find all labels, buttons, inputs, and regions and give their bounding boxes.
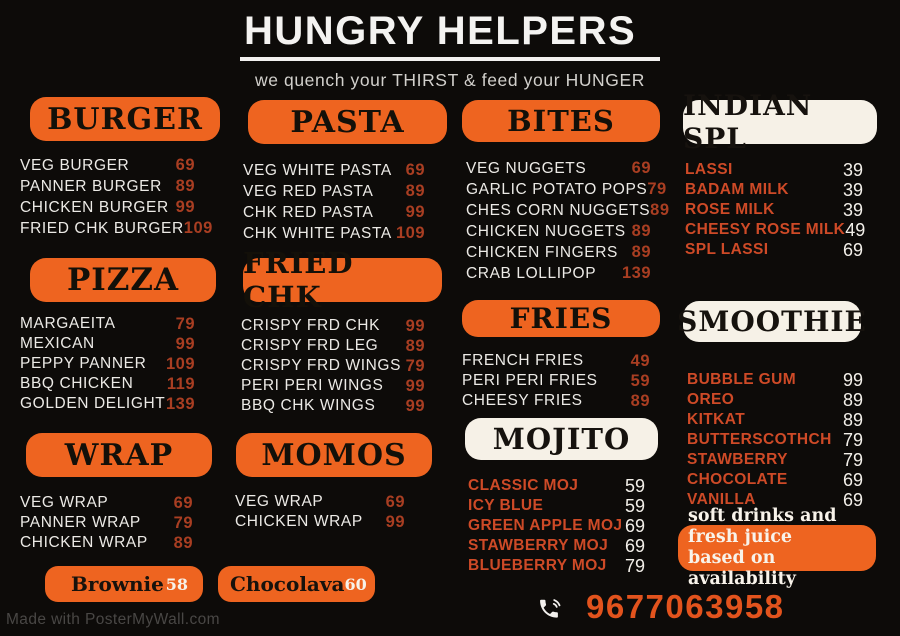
menu-item [20, 314, 195, 334]
menu-item [468, 556, 645, 576]
menu-item [687, 410, 863, 430]
fried-chk-header: FRIED CHK [243, 258, 442, 302]
poster-title: HUNGRY HELPERS [244, 9, 637, 53]
menu-item-price: 49 [845, 219, 866, 240]
menu-item [241, 316, 425, 336]
menu-item-price: 89 [175, 177, 195, 195]
menu-item [685, 160, 863, 180]
fried-chk-items [235, 316, 455, 416]
menu-item [685, 240, 863, 260]
menu-item-price: 89 [631, 222, 651, 240]
section-fried-chk [235, 246, 455, 416]
menu-item [468, 496, 645, 516]
section-momos [235, 433, 455, 532]
smoothie-header: SMOOTHIE [683, 301, 861, 342]
fries-items [460, 351, 662, 411]
menu-item [468, 476, 645, 496]
menu-item-price: 99 [385, 512, 405, 531]
menu-item-price: 69 [624, 515, 645, 536]
section-indian-spl [683, 89, 877, 260]
section-smoothie [677, 301, 877, 510]
menu-item-price: 109 [395, 224, 425, 242]
menu-item [235, 512, 405, 532]
menu-item-price: 79 [842, 429, 863, 450]
menu-item-price: 89 [842, 409, 863, 430]
brownie-pill [45, 566, 203, 602]
section-burger [18, 97, 220, 239]
menu-item-name: VEG WRAP [235, 493, 324, 510]
menu-item-price: 79 [175, 314, 195, 333]
menu-item-name: CHEESY FRIES [462, 392, 583, 409]
menu-item-name: CRISPY FRD CHK [241, 317, 381, 334]
menu-item-price: 139 [165, 394, 195, 413]
pasta-items [235, 160, 455, 244]
section-pasta [235, 100, 455, 244]
menu-item-price: 89 [631, 243, 651, 261]
menu-item [241, 336, 425, 356]
menu-item [462, 391, 650, 411]
menu-item-price: 69 [624, 535, 645, 556]
watermark: Made with PosterMyWall.com [6, 611, 220, 628]
menu-item [685, 219, 866, 240]
menu-item-name: ROSE MILK [685, 201, 775, 218]
menu-item [687, 470, 863, 490]
brownie-price: 58 [165, 574, 188, 594]
menu-item-name: CHK WHITE PASTA [243, 224, 392, 242]
menu-item-price: 69 [385, 492, 405, 511]
menu-item-name: PANNER WRAP [20, 514, 141, 531]
menu-item-price: 39 [842, 179, 863, 200]
menu-item-name: CLASSIC MOJ [468, 477, 579, 494]
wrap-items [16, 493, 216, 553]
pizza-items [18, 314, 220, 414]
menu-item-name: BBQ CHK WINGS [241, 397, 376, 414]
menu-item-price: 59 [630, 371, 650, 390]
chocolava-name: Chocolava [230, 572, 345, 596]
poster-tagline: we quench your THIRST & feed your HUNGER [254, 70, 646, 90]
menu-item [20, 354, 195, 374]
menu-item [462, 371, 650, 391]
menu-item-price: 39 [842, 199, 863, 220]
menu-item [20, 513, 193, 533]
menu-item-name: VEG WHITE PASTA [243, 161, 392, 179]
menu-item-name: STAWBERRY [687, 451, 788, 468]
menu-item-name: MARGAEITA [20, 315, 116, 332]
note-line-1: soft drinks and fresh juice [688, 506, 837, 547]
menu-item [243, 202, 425, 223]
menu-item-name: BLUEBERRY MOJ [468, 557, 607, 574]
menu-item-price: 59 [624, 475, 645, 496]
menu-item-price: 69 [842, 239, 863, 260]
menu-item-price: 39 [842, 159, 863, 180]
menu-item-price: 89 [405, 336, 425, 355]
menu-item [687, 450, 863, 470]
menu-item-name: BBQ CHICKEN [20, 375, 134, 392]
section-mojito [460, 418, 662, 576]
menu-item [685, 180, 863, 200]
menu-item-price: 79 [405, 356, 425, 375]
section-wrap [16, 433, 216, 553]
menu-item-name: GREEN APPLE MOJ [468, 517, 623, 534]
mojito-header: MOJITO [465, 418, 658, 460]
momos-header: MOMOS [236, 433, 432, 477]
menu-item-name: ICY BLUE [468, 497, 544, 514]
menu-item [20, 334, 195, 354]
menu-item [466, 221, 651, 242]
menu-item [243, 181, 425, 202]
menu-item-name: BADAM MILK [685, 181, 789, 198]
menu-item [20, 218, 213, 239]
mojito-items [460, 476, 662, 576]
menu-item [235, 492, 405, 512]
menu-item-price: 89 [405, 182, 425, 200]
menu-item-price: 99 [842, 369, 863, 390]
menu-item-price: 99 [405, 396, 425, 415]
menu-item-name: SPL LASSI [685, 241, 769, 258]
menu-item-name: VEG BURGER [20, 156, 130, 174]
fries-header: FRIES [462, 300, 660, 337]
menu-item-name: CRISPY FRD WINGS [241, 357, 402, 374]
menu-item-name: BUBBLE GUM [687, 371, 797, 388]
menu-item-price: 69 [842, 469, 863, 490]
menu-item-name: OREO [687, 391, 735, 408]
indian-spl-header: INDIAN SPL [683, 100, 877, 144]
menu-item-price: 69 [842, 489, 863, 510]
availability-note [678, 506, 876, 589]
momos-items [235, 492, 455, 532]
menu-item [20, 533, 193, 553]
chocolava-price: 60 [344, 574, 367, 594]
poster-header [240, 8, 660, 91]
menu-item [466, 242, 651, 263]
menu-item-price: 109 [165, 354, 195, 373]
menu-item [685, 200, 863, 220]
menu-item [687, 390, 863, 410]
chocolava-pill [218, 566, 375, 602]
menu-item [243, 223, 425, 244]
menu-item-name: CHOCOLATE [687, 471, 788, 488]
menu-item-name: FRENCH FRIES [462, 352, 584, 369]
menu-item-price: 89 [173, 533, 193, 552]
menu-item-price: 79 [842, 449, 863, 470]
bites-header: BITES [462, 100, 660, 142]
menu-item-name: CHEESY ROSE MILK [685, 221, 846, 238]
menu-item-price: 89 [630, 391, 650, 410]
menu-item-price: 99 [175, 198, 195, 216]
pizza-header: PIZZA [30, 258, 216, 302]
menu-item [466, 158, 651, 179]
menu-item-name: CHICKEN WRAP [20, 534, 148, 551]
section-fries [460, 300, 662, 411]
menu-item [466, 263, 651, 284]
menu-item-name: KITKAT [687, 411, 746, 428]
menu-item-name: VEG WRAP [20, 494, 109, 511]
menu-item-name: CHICKEN WRAP [235, 513, 363, 530]
menu-item-name: CHICKEN NUGGETS [466, 222, 626, 240]
bites-items [460, 158, 670, 284]
burger-items [18, 155, 220, 239]
menu-item-price: 59 [624, 495, 645, 516]
menu-item-name: PANNER BURGER [20, 177, 162, 195]
menu-item [241, 376, 425, 396]
menu-item [20, 176, 195, 197]
menu-item-price: 79 [647, 180, 667, 198]
menu-item-name: GARLIC POTATO POPS [466, 180, 648, 198]
menu-item [20, 197, 195, 218]
menu-item-name: FRIED CHK BURGER [20, 219, 184, 237]
section-pizza [18, 258, 220, 414]
wrap-header: WRAP [26, 433, 212, 477]
smoothie-items [683, 370, 877, 510]
menu-item-name: CRISPY FRD LEG [241, 337, 379, 354]
menu-item-name: CHK RED PASTA [243, 203, 374, 221]
menu-item [20, 374, 195, 394]
menu-item-name: STAWBERRY MOJ [468, 537, 609, 554]
menu-item-price: 79 [624, 555, 645, 576]
menu-item-name: GOLDEN DELIGHT [20, 395, 166, 412]
menu-item-price: 99 [405, 203, 425, 221]
title-underline [240, 57, 660, 61]
menu-item-name: PEPPY PANNER [20, 355, 147, 372]
phone-row [536, 588, 785, 626]
menu-item-price: 99 [175, 334, 195, 353]
menu-item [20, 155, 195, 176]
menu-item [466, 200, 670, 221]
phone-icon [536, 595, 564, 623]
menu-item-price: 99 [405, 316, 425, 335]
menu-item [687, 430, 863, 450]
menu-item [241, 396, 425, 416]
menu-item-price: 89 [650, 201, 670, 219]
menu-item-name: VEG RED PASTA [243, 182, 374, 200]
menu-item [687, 370, 863, 390]
menu-item-price: 69 [631, 159, 651, 177]
menu-item-price: 119 [166, 374, 195, 393]
menu-item [462, 351, 650, 371]
menu-item [466, 179, 667, 200]
menu-item-name: CHICKEN BURGER [20, 198, 169, 216]
menu-item-name: CHICKEN FINGERS [466, 243, 618, 261]
menu-item-price: 69 [173, 493, 193, 512]
note-line-2: based on availability [688, 548, 796, 589]
indian-spl-items [683, 160, 877, 260]
menu-item-price: 139 [621, 264, 651, 282]
phone-number: 9677063958 [586, 588, 785, 625]
menu-item-name: MEXICAN [20, 335, 95, 352]
menu-item-price: 99 [405, 376, 425, 395]
menu-item [468, 516, 645, 536]
menu-item [20, 394, 195, 414]
section-bites [460, 100, 670, 284]
menu-item-price: 69 [175, 156, 195, 174]
menu-item-price: 109 [183, 219, 213, 237]
menu-item [468, 536, 645, 556]
menu-item-price: 69 [405, 161, 425, 179]
menu-item-price: 89 [842, 389, 863, 410]
menu-item [241, 356, 425, 376]
menu-item-price: 49 [630, 351, 650, 370]
menu-item-name: CRAB LOLLIPOP [466, 264, 597, 282]
menu-item-name: VANILLA [687, 491, 756, 508]
menu-item-price: 79 [173, 513, 193, 532]
menu-item [243, 160, 425, 181]
pasta-header: PASTA [248, 100, 447, 144]
menu-item-name: BUTTERSCOTHCH [687, 431, 832, 448]
menu-item [20, 493, 193, 513]
menu-item-name: PERI PERI FRIES [462, 372, 598, 389]
brownie-name: Brownie [71, 572, 164, 596]
menu-item-name: PERI PERI WINGS [241, 377, 384, 394]
menu-item-name: CHES CORN NUGGETS [466, 201, 651, 219]
menu-item-name: LASSI [685, 161, 733, 178]
menu-item-name: VEG NUGGETS [466, 159, 587, 177]
burger-header: BURGER [30, 97, 220, 141]
